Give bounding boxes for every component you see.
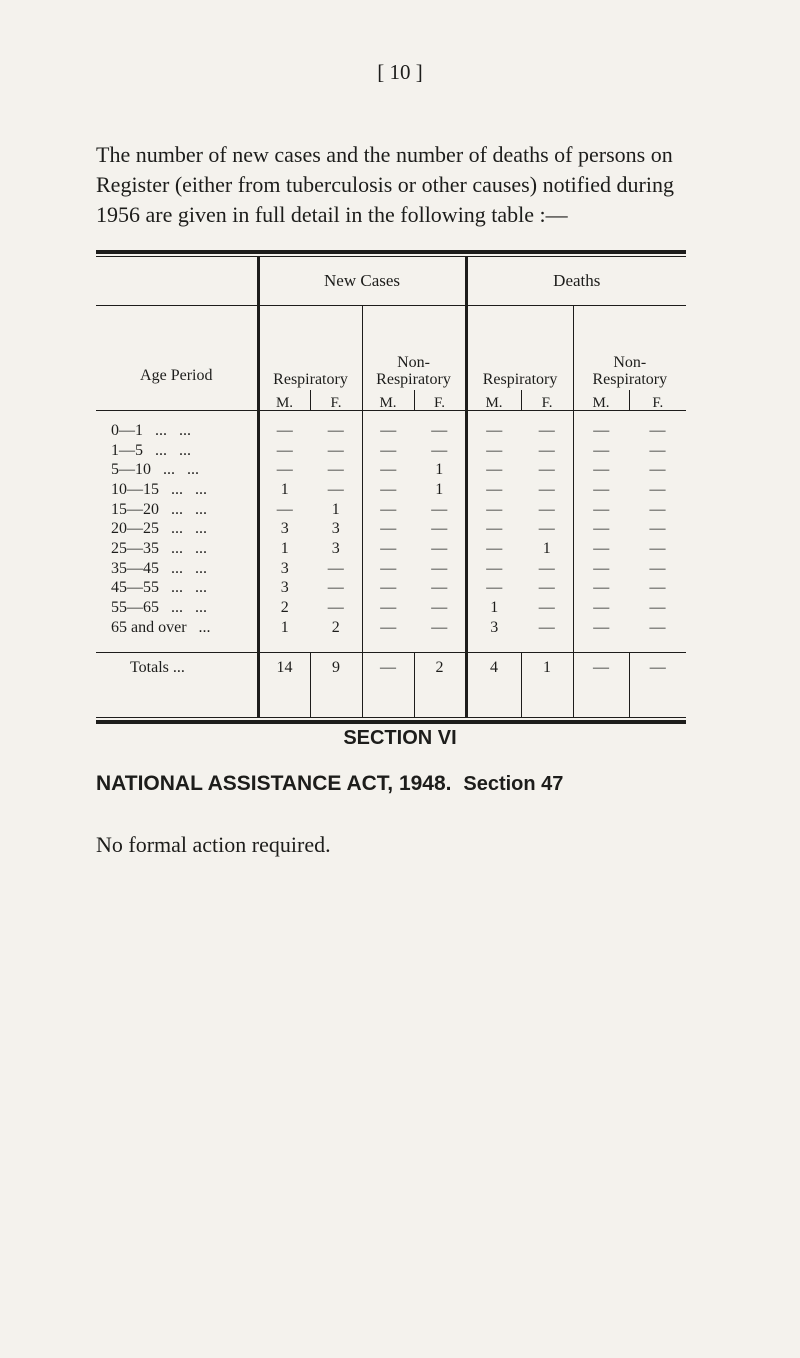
table-cell: — [649,500,666,518]
table-cell: — [362,579,414,599]
table-row [96,618,686,652]
age-period-cell: 1—5 ... ... [111,441,191,459]
table-cell: — [466,500,521,520]
table-cell: — [362,519,414,539]
table-cell: 1 [435,461,444,479]
table-cell: — [327,559,344,577]
table-cell: — [573,539,629,559]
table-row [96,460,686,480]
table-cell: 3 [466,618,521,652]
table-cell: 2 [258,598,310,618]
totals-label: Totals ... [96,652,258,717]
table-cell: 1 [331,500,340,518]
table-cell: — [431,500,448,518]
act-title: NATIONAL ASSISTANCE ACT, 1948. [96,772,452,795]
table-cell: — [649,441,666,459]
table-cell: — [573,460,629,480]
table-cell: — [538,618,555,636]
table-cell: — [431,441,448,459]
table-cell: 3 [258,579,310,599]
table-cell: — [327,480,344,498]
age-period-cell: 0—1 ... ... [111,421,191,439]
table-cell: — [327,599,344,617]
table-cell: — [466,411,521,441]
table-cell: — [431,618,448,636]
table-cell: — [258,500,310,520]
sex-header-f: F. [629,390,686,410]
table-row [96,519,686,539]
table-cell: — [258,441,310,461]
table-cell: — [362,539,414,559]
table-cell: — [362,441,414,461]
table-cell: 1 [466,598,521,618]
table-cell: — [431,559,448,577]
table-cell: — [649,599,666,617]
table-cell: — [649,618,666,636]
table-top-rule [96,250,686,257]
table-cell: — [573,618,629,652]
table-cell: — [327,461,344,479]
death-nonresp-header: Non- Respiratory [573,306,686,391]
table-cell: — [573,500,629,520]
table-cell: — [362,598,414,618]
death-resp-header: Respiratory [466,306,573,391]
table-cell: — [362,460,414,480]
age-period-cell: 35—45 ... ... [111,559,207,577]
table-cell: — [649,559,666,577]
table-cell: — [649,579,666,597]
totals-cell: 2 [414,652,466,717]
table-cell: — [649,480,666,498]
table-row [96,579,686,599]
totals-cell: 9 [310,652,362,717]
age-period-cell: 65 and over ... [111,618,211,636]
sex-header-f: F. [310,390,362,410]
age-period-cell: 55—65 ... ... [111,599,207,617]
table-cell: — [649,421,666,439]
table-row [96,411,686,441]
table-cell: 3 [258,519,310,539]
table-cell: — [327,579,344,597]
table-bottom-rule [96,717,686,724]
totals-row [96,652,686,717]
table-cell: — [649,461,666,479]
table-cell: — [466,519,521,539]
table-cell: — [327,421,344,439]
sex-header-m: M. [466,390,521,410]
table-cell: — [466,579,521,599]
sex-header-m: M. [258,390,310,410]
table-cell: 3 [331,539,340,557]
table-cell: — [538,520,555,538]
totals-cell: — [629,652,686,717]
age-period-cell: 20—25 ... ... [111,520,207,538]
table-row [96,539,686,559]
table-cell: 1 [258,539,310,559]
table-cell: — [538,441,555,459]
new-nonresp-header: Non- Respiratory [362,306,466,391]
table-cell: — [538,599,555,617]
table-cell: — [431,599,448,617]
table-cell: 3 [331,520,340,538]
group-header-deaths: Deaths [466,257,686,306]
table-cell: 1 [542,539,551,557]
totals-cell: — [362,652,414,717]
age-period-cell: 10—15 ... ... [111,480,207,498]
table-cell: — [649,520,666,538]
table-cell: — [538,461,555,479]
sex-header-f: F. [521,390,573,410]
table-cell: — [573,480,629,500]
table-cell: 1 [435,480,444,498]
new-resp-header: Respiratory [258,306,362,391]
table-cell: — [362,411,414,441]
table-row [96,598,686,618]
table-cell: — [258,460,310,480]
table-cell: — [362,559,414,579]
table-cell: 3 [258,559,310,579]
table-cell: — [431,421,448,439]
table-cell: 2 [331,618,340,636]
sex-header-m: M. [573,390,629,410]
closing-text: No formal action required. [96,832,331,857]
table-cell: — [431,520,448,538]
age-period-cell: 45—55 ... ... [111,579,207,597]
age-period-header: Age Period [96,306,258,411]
table-cell: — [466,460,521,480]
table-cell: — [258,411,310,441]
table-cell: — [573,411,629,441]
cases-deaths-table [96,250,686,724]
totals-cell: 4 [466,652,521,717]
table-cell: — [573,598,629,618]
table-cell: — [362,618,414,652]
table-row [96,480,686,500]
table-cell: — [573,559,629,579]
table-cell: — [538,579,555,597]
totals-cell: — [573,652,629,717]
section-heading: SECTION VI [343,727,457,749]
table-cell: — [362,500,414,520]
table-cell: — [431,539,448,557]
age-period-cell: 15—20 ... ... [111,500,207,518]
table-cell: — [431,579,448,597]
table-cell: 1 [258,618,310,652]
table-cell: — [362,480,414,500]
table-row [96,559,686,579]
table-cell: — [649,539,666,557]
age-period-cell: 25—35 ... ... [111,539,207,557]
table-cell: — [466,539,521,559]
table-cell: — [573,519,629,539]
empty-corner [96,257,258,306]
table-cell: — [538,480,555,498]
table-row [96,500,686,520]
table-cell: 1 [258,480,310,500]
table-cell: — [538,500,555,518]
table-cell: — [573,579,629,599]
table-cell: — [466,441,521,461]
sex-header-f: F. [414,390,466,410]
age-period-cell: 5—10 ... ... [111,461,199,479]
act-section: Section 47 [463,773,564,795]
table-body [96,411,686,652]
totals-cell: 14 [258,652,310,717]
sex-header-m: M. [362,390,414,410]
table-cell: — [538,421,555,439]
table-cell: — [327,441,344,459]
table-row [96,441,686,461]
table-cell: — [538,559,555,577]
table-cell: — [466,559,521,579]
act-heading [96,772,563,796]
totals-cell: 1 [521,652,573,717]
intro-paragraph: The number of new cases and the number of deaths of persons on Register (either from tuberculosis or other causes) notified during 1956 are given in full detail in the following table :— [96,142,674,227]
table-cell: — [573,441,629,461]
page-number: [ 10 ] [377,60,423,84]
group-header-new-cases: New Cases [258,257,466,306]
table-cell: — [466,480,521,500]
